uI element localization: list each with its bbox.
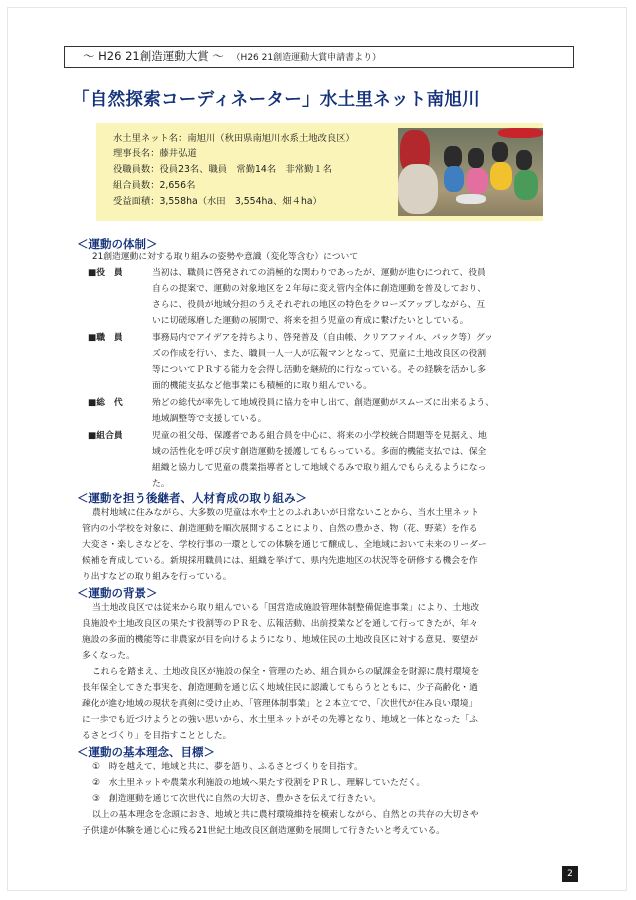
- section-line: 以上の基本理念を念頭におき、地域と共に農村環境維持を模索しながら、自然との共存の大切さや: [92, 810, 479, 820]
- section-line: これらを踏まえ、土地改良区が施設の保全・管理のため、組合員からの賦課金を財源に農村環境を: [92, 667, 480, 677]
- children-outdoor-photo: [398, 128, 543, 216]
- info-staff: 役職員数：役員23名、職員 常勤14名 非常勤１名: [113, 164, 332, 175]
- section-line: いに切磋琢磨した運動の展開で、将来を担う児童の育成に繋げたいとしている。: [152, 316, 469, 326]
- list-item: ③ 創造運動を通じて次世代に自然の大切さ、豊かさを伝えて行きたい。: [92, 794, 382, 804]
- section-line: 当土地改良区では従来から取り組んでいる「国営造成施設管理体制整備促進事業」により、土地改: [92, 603, 480, 613]
- list-item: ② 水土里ネットや農業水利施設の地域へ果たす役割をＰＲし、理解していただく。: [92, 778, 426, 788]
- info-org: 水土里ネット名：南旭川（秋田県南旭川水系土地改良区）: [113, 133, 355, 144]
- info-area: 受益面積：3,558ha（水田 3,554ha、畑４ha）: [113, 196, 322, 207]
- label-members: ■組合員: [88, 431, 123, 441]
- section-line: さらに、役員が地域分担のうえそれぞれの地区の特色をクローズアップしながら、互: [152, 300, 486, 310]
- section-line: るさとづくり」を目指すこととした。: [82, 731, 232, 741]
- section-line: た。: [152, 479, 170, 489]
- info-chair: 理事長名：藤井弘道: [113, 148, 197, 159]
- page-title: 「自然探索コーディネーター」水土里ネット南旭川: [72, 90, 480, 110]
- section-line: ズの作成を行い、また、職員一人一人が広報マンとなって、児童に土地改良区の役割: [152, 349, 487, 359]
- section-line: 長年保全してきた事実を、創造運動を通じ広く地域住民に認識してもらうとともに、少子高齢化・過: [82, 683, 478, 693]
- header-box: [64, 46, 574, 68]
- section-line: 施設の多面的機能等に非農家が目を向けるようになり、地域住民の土地改良区に対する意見、要望が: [82, 635, 478, 645]
- section-title-principles: ＜運動の基本理念、目標＞: [77, 745, 215, 759]
- label-staff: ■職 員: [88, 333, 123, 343]
- section-line: 疎化が進む地域の現状を真剣に受け止め、「管理体制事業」と２本立てで、「次世代が住み良い環境」: [82, 699, 478, 709]
- list-item: ① 時を越えて、地域と共に、夢を語り、ふるさとづくりを目指す。: [92, 762, 363, 772]
- section-title-structure: ＜運動の体制＞: [77, 237, 158, 251]
- section-title-background: ＜運動の背景＞: [77, 586, 158, 600]
- section-line: 候補を育成している。新規採用職員には、組織を挙げて、県内先進地区の状況等を研修する機会を作: [82, 556, 478, 566]
- header-title: ～ H26 21創造運動大賞 ～: [83, 49, 224, 63]
- section-line: 組織と協力して児童の農業指導者として地域ぐるみで取り組んでもらえるようになっ: [152, 463, 487, 473]
- label-officers: ■役 員: [88, 268, 123, 278]
- section-line: 当初は、職員に啓発されての消極的な関わりであったが、運動が進むにつれて、役員: [152, 268, 486, 278]
- section-line: 等についてＰＲする能力を会得し活動を継続的に行なっている。その経験を活かし多: [152, 365, 487, 375]
- section-line: 面的機能支払など他事業にも積極的に取り組んでいる。: [152, 381, 372, 391]
- label-delegates: ■総 代: [88, 398, 123, 408]
- section-line: 農村地域に住みながら、大多数の児童は水や土とのふれあいが日常ないことから、当水土里ネット: [92, 508, 480, 518]
- info-members: 組合員数：2,656名: [113, 180, 196, 191]
- section-line: 自らの提案で、運動の対象地区を２年毎に変え管内全体に創造運動を普及しており、: [152, 284, 487, 294]
- section-line: に一歩でも近づけようとの強い思いから、水土里ネットがその先導となり、地域と一体となった「ふ: [82, 715, 478, 725]
- section-line: 21創造運動に対する取り組みの姿勢や意識（変化等含む）について: [92, 252, 359, 262]
- section-line: り出すなどの取り組みを行っている。: [82, 572, 232, 582]
- page-number: 2: [562, 866, 578, 882]
- section-line: 事務局内でアイデアを持ちより、啓発普及（自由帳、クリアファイル、パック等）グッ: [152, 333, 493, 343]
- section-line: 管内の小学校を対象に、創造運動を順次展開することにより、自然の豊かさ、物（花、野菜）を作る: [82, 524, 478, 534]
- info-box: [96, 123, 543, 221]
- section-line: 大変さ・楽しさなどを、学校行事の一環としての体験を通じて醸成し、全地域において未来のリーダー: [82, 540, 487, 550]
- section-line: 児童の祖父母、保護者である組合員を中心に、将来の小学校統合問題等を見据え、地: [152, 431, 487, 441]
- header-subtitle: （H26 21創造運動大賞申請書より）: [231, 53, 382, 63]
- section-line: 多くなった。: [82, 651, 135, 661]
- section-line: 域の活性化を呼び戻す創造運動を援護してもらっている。多面的機能支払では、保全: [152, 447, 487, 457]
- section-title-successors: ＜運動を担う後継者、人材育成の取り組み＞: [77, 491, 307, 505]
- section-line: 地域調整等で支援している。: [152, 414, 267, 424]
- section-line: 子供達が体験を通じ心に残る21世紀土地改良区創造運動を展開して行きたいと考えている。: [82, 826, 446, 836]
- section-line: 殆どの総代が率先して地域役員に協力を申し出て、創造運動がスムーズに出来るよう、: [152, 398, 495, 408]
- section-line: 良施設や土地改良区の果たす役割等のＰＲを、広報活動、出前授業などを通して行ってきたが、年々: [82, 619, 478, 629]
